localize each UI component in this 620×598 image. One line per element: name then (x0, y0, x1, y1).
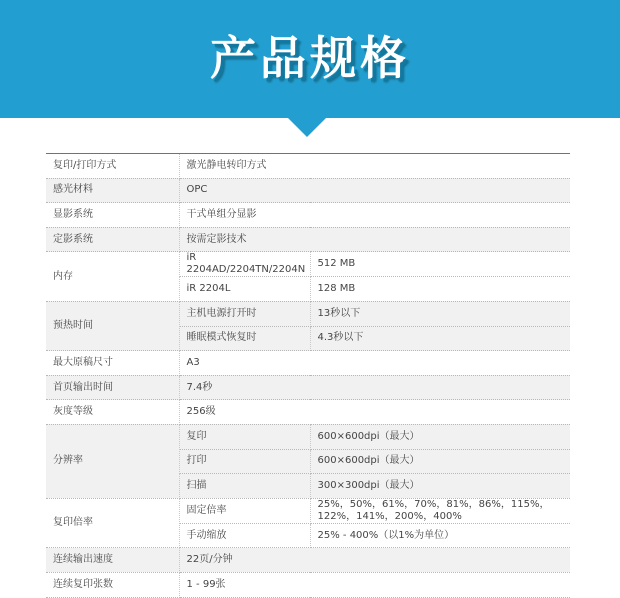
page-title: 产品规格 (210, 31, 410, 85)
table-row (46, 227, 570, 252)
banner-down-arrow-icon (287, 117, 327, 137)
row-value-max-original: A3 (179, 351, 570, 376)
table-row (46, 548, 570, 573)
row-label-continuous-count: 连续复印张数 (46, 572, 179, 597)
resolution-value: 600×600dpi（最大） (310, 424, 570, 449)
table-row (46, 252, 570, 277)
row-label-max-original: 最大原稿尺寸 (46, 351, 179, 376)
row-label-developing: 显影系统 (46, 203, 179, 228)
magnification-value: 25% - 400%（以1%为单位） (310, 523, 570, 548)
row-label-photoconductor: 感光材料 (46, 178, 179, 203)
magnification-value: 25%，50%，61%，70%，81%，86%，115%，122%，141%，200%，400% (310, 498, 570, 523)
row-label-grayscale: 灰度等级 (46, 400, 179, 425)
row-label-magnification: 复印倍率 (46, 498, 179, 548)
table-row (46, 498, 570, 523)
table-row (46, 572, 570, 597)
row-label-continuous-speed: 连续输出速度 (46, 548, 179, 573)
memory-value: 128 MB (310, 277, 570, 302)
table-row (46, 301, 570, 326)
row-label-warmup: 预热时间 (46, 301, 179, 350)
resolution-mode: 打印 (179, 449, 310, 474)
row-value-developing: 干式单组分显影 (179, 203, 570, 228)
row-value-continuous-count: 1 - 99张 (179, 572, 570, 597)
magnification-mode: 手动缩放 (179, 523, 310, 548)
row-value-continuous-speed: 22页/分钟 (179, 548, 570, 573)
warmup-condition: 睡眠模式恢复时 (179, 326, 310, 351)
row-value-copy-method: 激光静电转印方式 (179, 154, 570, 179)
spec-table (46, 153, 570, 598)
row-value-photoconductor: OPC (179, 178, 570, 203)
memory-value: 512 MB (310, 252, 570, 277)
row-label-memory: 内存 (46, 252, 179, 302)
resolution-value: 300×300dpi（最大） (310, 474, 570, 499)
row-label-copy-method: 复印/打印方式 (46, 154, 179, 179)
magnification-mode: 固定倍率 (179, 498, 310, 523)
table-row (46, 400, 570, 425)
table-row (46, 178, 570, 203)
row-label-fixing: 定影系统 (46, 227, 179, 252)
resolution-mode: 复印 (179, 424, 310, 449)
table-row (46, 424, 570, 449)
row-value-first-copy: 7.4秒 (179, 375, 570, 400)
resolution-mode: 扫描 (179, 474, 310, 499)
memory-model: iR 2204L (179, 277, 310, 302)
table-row (46, 154, 570, 179)
table-row (46, 351, 570, 376)
resolution-value: 600×600dpi（最大） (310, 449, 570, 474)
header-banner (0, 0, 620, 118)
row-value-fixing: 按需定影技术 (179, 227, 570, 252)
row-label-resolution: 分辨率 (46, 424, 179, 498)
row-value-grayscale: 256级 (179, 400, 570, 425)
warmup-value: 4.3秒以下 (310, 326, 570, 351)
table-row (46, 375, 570, 400)
warmup-value: 13秒以下 (310, 301, 570, 326)
table-row (46, 203, 570, 228)
memory-model: iR 2204AD/2204TN/2204N (179, 252, 310, 277)
warmup-condition: 主机电源打开时 (179, 301, 310, 326)
row-label-first-copy: 首页输出时间 (46, 375, 179, 400)
